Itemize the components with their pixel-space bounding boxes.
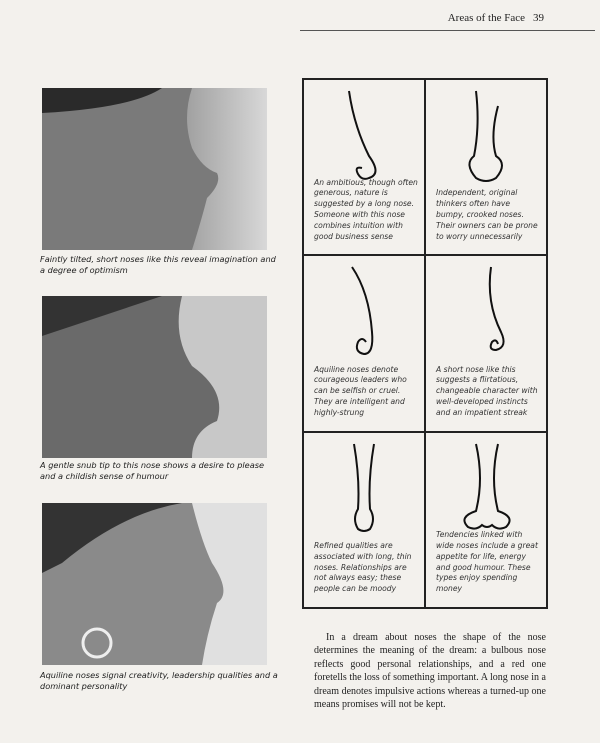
body-paragraph: In a dream about noses the shape of the nose determines the meaning of the dream: a bulbous nose reflects good personal relationships, and a red one foretells the loss of something important. A long nose in a dream denotes impulsive actions whereas a turned-up one means promises will not be kept. [314,632,546,711]
thin-nose-icon [324,439,406,549]
photo-snub-nose [42,296,267,458]
running-header [440,12,544,24]
nose-description: An ambitious, though often generous, nature is suggested by a long nose. Someone with this nose combines intuition with good business sense [314,177,418,241]
nose-description: Refined qualities are associated with long, thin noses. Relationships are not always easy; these people can be moody [314,541,412,594]
photo-caption: A gentle snub tip to this nose shows a desire to please and a childish sense of humour [40,460,265,481]
photo-caption: Aquiline noses signal creativity, leadership qualities and a dominant personality [40,670,278,691]
nose-cell-long [303,79,425,255]
header-rule [300,30,595,31]
nose-types-grid [302,78,548,609]
aquiline-nose-icon [324,262,406,372]
nose-cell-short [425,255,547,431]
nose-cell-thin [303,432,425,608]
nose-cell-wide [425,432,547,608]
nose-description: Tendencies linked with wide noses include a great appetite for life, energy and good humour. These types enjoy spending money [436,530,538,594]
section-title: Areas of the Face [447,12,525,24]
nose-description: Independent, original thinkers often have bumpy, crooked noses. Their owners can be prone to worry unnecessarily [436,188,538,241]
nose-description: Aquiline noses denote courageous leaders who can be selfish or cruel. They are intelligent and highly-strung [314,364,407,417]
nose-cell-bumpy [425,79,547,255]
photo-aquiline-nose [42,503,267,665]
short-nose-icon [446,262,528,372]
nose-description: A short nose like this suggests a flirtatious, changeable character with well-developed instincts and an impatient streak [436,364,538,417]
page-number: 39 [533,12,544,24]
nose-cell-aquiline [303,255,425,431]
bumpy-nose-icon [446,86,528,196]
photo-caption: Faintly tilted, short noses like this reveal imagination and a degree of optimism [40,254,276,275]
photo-tilted-nose [42,88,267,250]
